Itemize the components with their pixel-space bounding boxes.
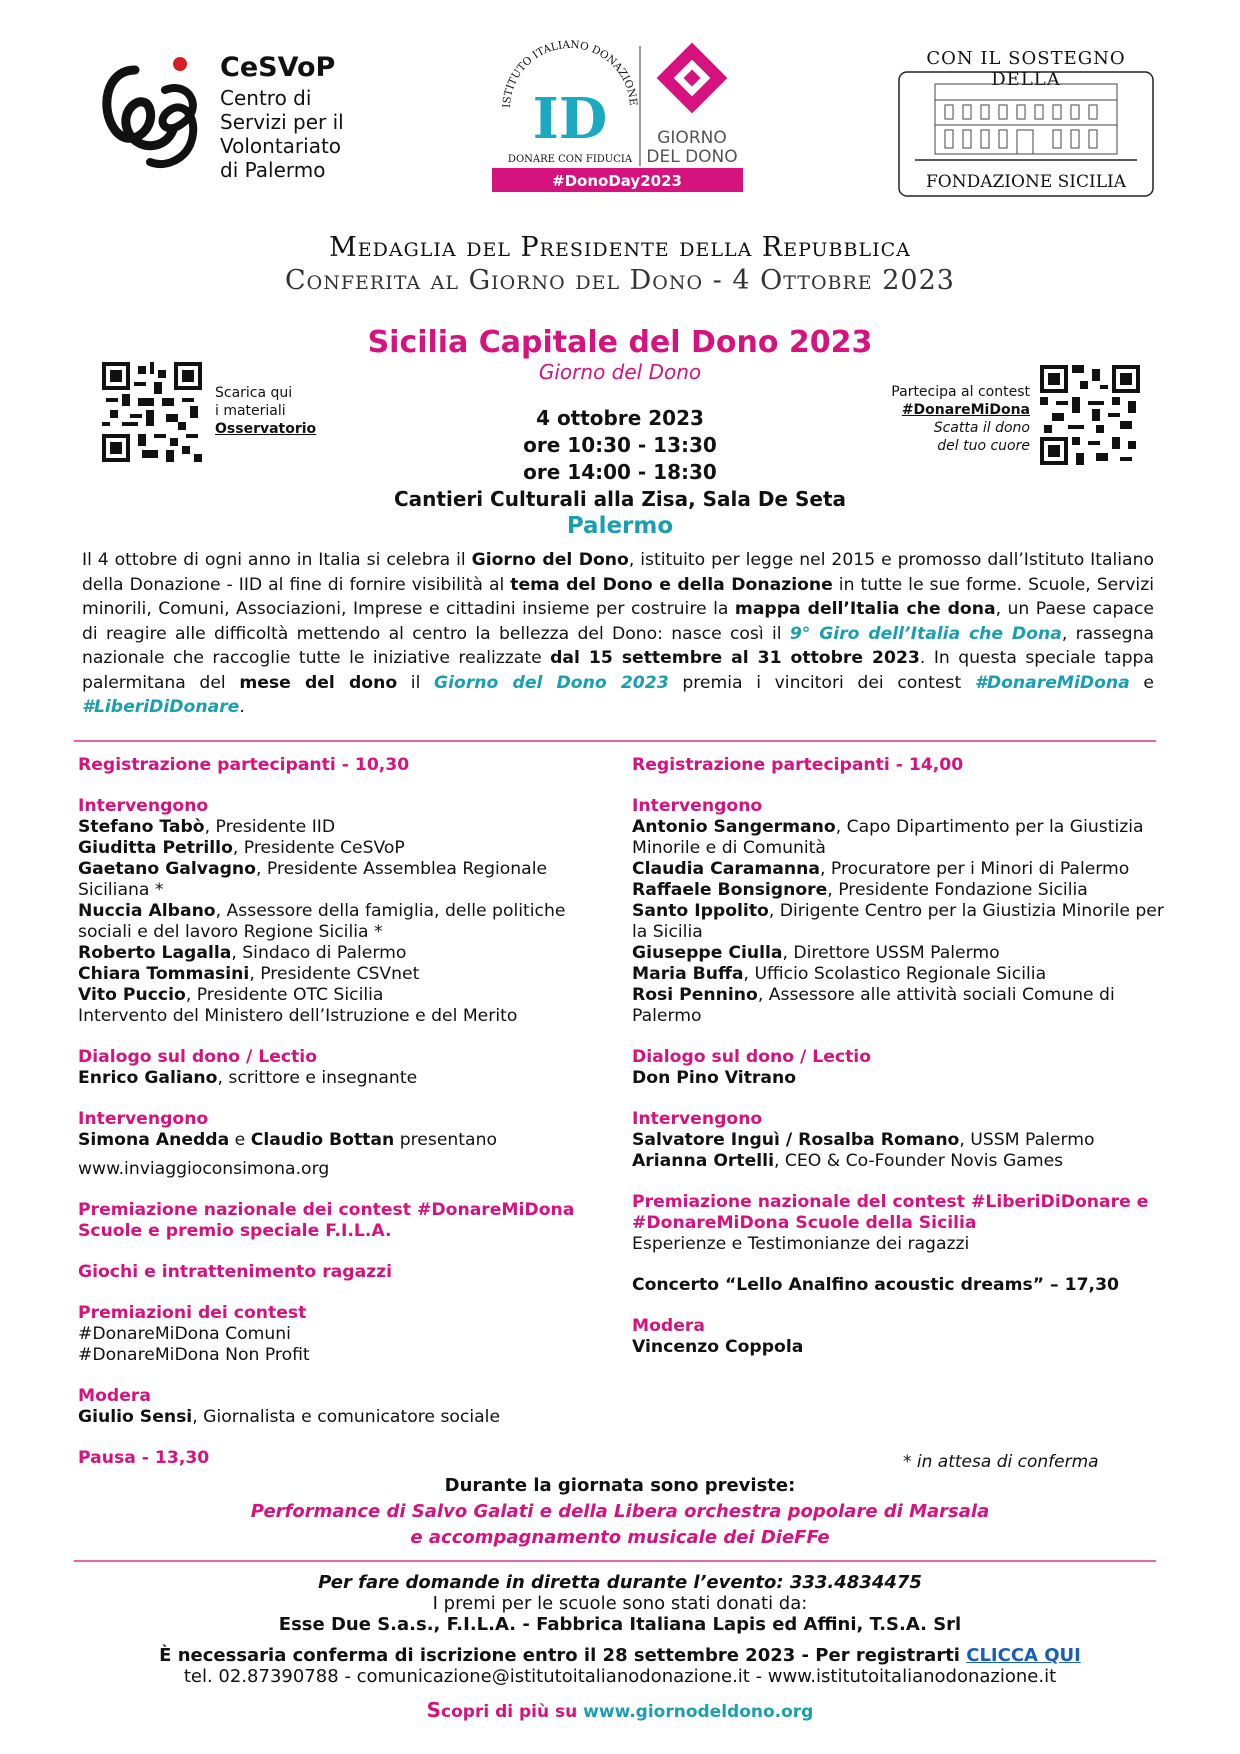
- scopri-line: Scopri di più su www.giornodeldono.org: [426, 1698, 814, 1722]
- speaker: Rosi Pennino, Assessore alle attività sociali Comune di Palermo: [632, 985, 1115, 1026]
- moderator: Vincenzo Coppola: [632, 1337, 804, 1357]
- divider: [74, 740, 1156, 742]
- divider: [74, 1560, 1156, 1562]
- concerto: Concerto “Lello Analfino acoustic dreams” – 17,30: [632, 1275, 1119, 1295]
- moderator: Giulio Sensi, Giornalista e comunicatore sociale: [78, 1407, 501, 1427]
- cesvop-logo: [95, 50, 385, 200]
- intro-paragraph: Il 4 ottobre di ogni anno in Italia si celebra il Giorno del Dono, istituito per legge nel 2015 e promosso dall’Istituto Italiano della Donazione - IID al fine di fornire visibilità al tema del Dono e della Donazione in tutte le sue forme. Scuole, Servizi minorili, Comuni, Associazioni, Imprese e cittadini insieme per costruire la mappa dell’Italia che dona, un Paese capace di reagire alle difficoltà mettendo al centro la bellezza del Dono: nasce così il 9° Giro dell’Italia che Dona, rassegna nazionale che raccoglie tutte le iniziative realizzate dal 15 settembre al 31 ottobre 2023. In questa speciale tappa palermitana del mese del dono il Giorno del Dono 2023 premia i vincitori dei contest #DonareMiDona e #LiberiDiDonare.: [82, 550, 1154, 717]
- event-city: Palermo: [566, 513, 674, 539]
- section-heading: Dialogo sul dono / Lectio: [632, 1047, 872, 1067]
- speaker: Roberto Lagalla, Sindaco di Palermo: [78, 943, 407, 963]
- svg-text:#DonoDay2023: #DonoDay2023: [552, 172, 682, 190]
- sponsors-line: Esse Due S.a.s., F.I.L.A. - Fabbrica Italiana Lapis ed Affini, T.S.A. Srl: [278, 1614, 962, 1635]
- speaker: Gaetano Galvagno, Presidente Assemblea Regionale Siciliana *: [78, 859, 548, 900]
- sostegno-label: CON IL SOSTEGNO DELLA: [926, 48, 1126, 90]
- svg-text:ISTITUTO ITALIANO DONAZIONE: ISTITUTO ITALIANO DONAZIONE: [500, 38, 640, 109]
- speaker: Giuditta Petrillo, Presidente CeSVoP: [78, 838, 405, 858]
- donaremidona-link[interactable]: #DonareMiDona: [901, 402, 1030, 418]
- speaker: Salvatore Inguì / Rosalba Romano, USSM Palermo: [632, 1130, 1095, 1150]
- section-heading: Premiazione nazionale dei contest #DonareMiDona Scuole e premio speciale F.I.L.A.: [78, 1200, 575, 1241]
- speaker: Enrico Galiano, scrittore e insegnante: [78, 1068, 418, 1088]
- event-date: 4 ottobre 2023: [536, 406, 704, 430]
- medaglia-title: Medaglia del Presidente della Repubblica: [329, 232, 911, 263]
- cesvop-mark-icon: [95, 50, 215, 180]
- section-heading: Intervengono: [632, 1109, 763, 1129]
- event-title: Sicilia Capitale del Dono 2023: [367, 325, 873, 360]
- premi-line: I premi per le scuole sono stati donati da:: [432, 1593, 808, 1614]
- ministero-line: Intervento del Ministero dell’Istruzione e del Merito: [78, 1006, 518, 1026]
- speaker: Chiara Tommasini, Presidente CSVnet: [78, 964, 420, 984]
- section-heading: Premiazioni dei contest: [78, 1303, 307, 1323]
- conferma-line: È necessaria conferma di iscrizione entro il 28 settembre 2023 - Per registrarti CLICCA QUI: [159, 1645, 1081, 1666]
- svg-text:DONARE CON FIDUCIA: DONARE CON FIDUCIA: [507, 154, 633, 165]
- event-time-2: ore 14:00 - 18:30: [523, 460, 717, 484]
- iid-giorno-del-dono-logo: [490, 38, 745, 194]
- speaker: Santo Ippolito, Dirigente Centro per la Giustizia Minorile per la Sicilia: [632, 901, 1164, 942]
- section-heading: Intervengono: [78, 796, 209, 816]
- speaker: Nuccia Albano, Assessore della famiglia, delle politiche sociali e del lavoro Regione Sicilia *: [78, 901, 566, 942]
- event-subtitle: Giorno del Dono: [538, 360, 702, 384]
- fondazione-sicilia-logo: [895, 48, 1157, 203]
- website-link[interactable]: www.inviaggioconsimona.org: [78, 1159, 330, 1179]
- giornodeldono-link[interactable]: www.giornodeldono.org: [583, 1702, 814, 1722]
- speaker: Claudia Caramanna, Procuratore per i Minori di Palermo: [632, 859, 1130, 879]
- performance-text: Performance di Salvo Galati e della Libera orchestra popolare di Marsala e accompagnamento musicale dei DieFFe: [250, 1501, 990, 1548]
- event-info: [0, 405, 1240, 540]
- svg-text:FONDAZIONE SICILIA: FONDAZIONE SICILIA: [925, 172, 1127, 192]
- program-morning: Registrazione partecipanti - 10,30 Intervengono Stefano Tabò, Presidente IID Giuditta Petrillo, Presidente CeSVoP Gaetano Galvagno, Presidente Assemblea Regionale Siciliana * Nuccia Albano, Assessore della famiglia, delle politiche sociali e del lavoro Regione Sicilia * Roberto Lagalla, Sindaco di Palermo Chiara Tommasini, Presidente CSVnet Vito Puccio, Presidente OTC Sicilia Intervento del Ministero dell’Istruzione e del Merito Dialogo sul dono / Lectio Enrico Galiano, scrittore e insegnante Intervengono Simona Anedda e Claudio Bottan presentano www.inviaggioconsimona.org Premiazione nazionale dei contest #DonareMiDona Scuole e premio speciale F.I.L.A. Giochi e intrattenimento ragazzi Premiazioni dei contest #DonareMiDona Comuni #DonareMiDona Non Profit Modera Giulio Sensi, Giornalista e comunicatore sociale Pausa - 13,30: [78, 755, 618, 1469]
- section-heading: Intervengono: [78, 1109, 209, 1129]
- attesa-conferma-note: * in attesa di conferma: [903, 1452, 1099, 1472]
- section-heading: Registrazione partecipanti - 14,00: [632, 755, 964, 775]
- section-heading: Modera: [78, 1386, 151, 1406]
- qr-right-caption: Partecipa al contest #DonareMiDona Scatta il dono del tuo cuore: [830, 383, 1030, 455]
- contatti-line: tel. 02.87390788 - comunicazione@istitutoitalianodonazione.it - www.istitutoitalianodonazione.it: [183, 1666, 1057, 1687]
- during-heading: Durante la giornata sono previste:: [444, 1475, 796, 1496]
- clicca-qui-link[interactable]: CLICCA QUI: [966, 1645, 1081, 1666]
- speaker: Arianna Ortelli, CEO & Co-Founder Novis Games: [632, 1151, 1064, 1171]
- section-heading: Intervengono: [632, 796, 763, 816]
- speaker: Antonio Sangermano, Capo Dipartimento per la Giustizia Minorile e di Comunità: [632, 817, 1144, 858]
- svg-text:GIORNO: GIORNO: [657, 128, 727, 148]
- section-heading: Giochi e intrattenimento ragazzi: [78, 1262, 393, 1282]
- cesvop-fullname: Centro di Servizi per il Volontariato di Palermo: [220, 86, 344, 182]
- svg-text:ID: ID: [532, 86, 608, 152]
- speaker: Don Pino Vitrano: [632, 1068, 797, 1088]
- conferita-title: Conferita al Giorno del Dono - 4 Ottobre 2023: [285, 265, 955, 296]
- pausa: Pausa - 13,30: [78, 1448, 210, 1468]
- section-heading: Dialogo sul dono / Lectio: [78, 1047, 318, 1067]
- speaker: Raffaele Bonsignore, Presidente Fondazione Sicilia: [632, 880, 1088, 900]
- cesvop-name: CeSVoP: [220, 52, 336, 83]
- program-afternoon: Registrazione partecipanti - 14,00 Intervengono Antonio Sangermano, Capo Dipartimento per la Giustizia Minorile e di Comunità Claudia Caramanna, Procuratore per i Minori di Palermo Raffaele Bonsignore, Presidente Fondazione Sicilia Santo Ippolito, Dirigente Centro per la Giustizia Minorile per la Sicilia Giuseppe Ciulla, Direttore USSM Palermo Maria Buffa, Ufficio Scolastico Regionale Sicilia Rosi Pennino, Assessore alle attività sociali Comune di Palermo Dialogo sul dono / Lectio Don Pino Vitrano Intervengono Salvatore Inguì / Rosalba Romano, USSM Palermo Arianna Ortelli, CEO & Co-Founder Novis Games Premiazione nazionale del contest #LiberiDiDonare e #DonareMiDona Scuole della Sicilia Esperienze e Testimonianze dei ragazzi Concerto “Lello Analfino acoustic dreams” – 17,30 Modera Vincenzo Coppola: [632, 755, 1172, 1358]
- svg-text:DEL DONO: DEL DONO: [646, 147, 738, 167]
- qr-left-caption: Scarica qui i materiali Osservatorio: [215, 385, 317, 437]
- event-time-1: ore 10:30 - 13:30: [523, 433, 717, 457]
- section-heading: Modera: [632, 1316, 705, 1336]
- section-heading: Registrazione partecipanti - 10,30: [78, 755, 410, 775]
- iid-logo-icon: [490, 38, 745, 194]
- speaker: Giuseppe Ciulla, Direttore USSM Palermo: [632, 943, 1000, 963]
- speaker: Maria Buffa, Ufficio Scolastico Regionale Sicilia: [632, 964, 1047, 984]
- osservatorio-link[interactable]: Osservatorio: [215, 421, 317, 437]
- event-venue: Cantieri Culturali alla Zisa, Sala De Seta: [393, 487, 847, 511]
- speaker: Stefano Tabò, Presidente IID: [78, 817, 336, 837]
- domande-line: Per fare domande in diretta durante l’evento: 333.4834475: [318, 1572, 922, 1593]
- section-heading: Premiazione nazionale del contest #LiberiDiDonare e #DonareMiDona Scuole della Sicilia: [632, 1192, 1149, 1233]
- fondazione-building-icon: [895, 70, 1157, 200]
- speaker: Vito Puccio, Presidente OTC Sicilia: [78, 985, 384, 1005]
- presenters: Simona Anedda e Claudio Bottan presentano: [78, 1130, 497, 1150]
